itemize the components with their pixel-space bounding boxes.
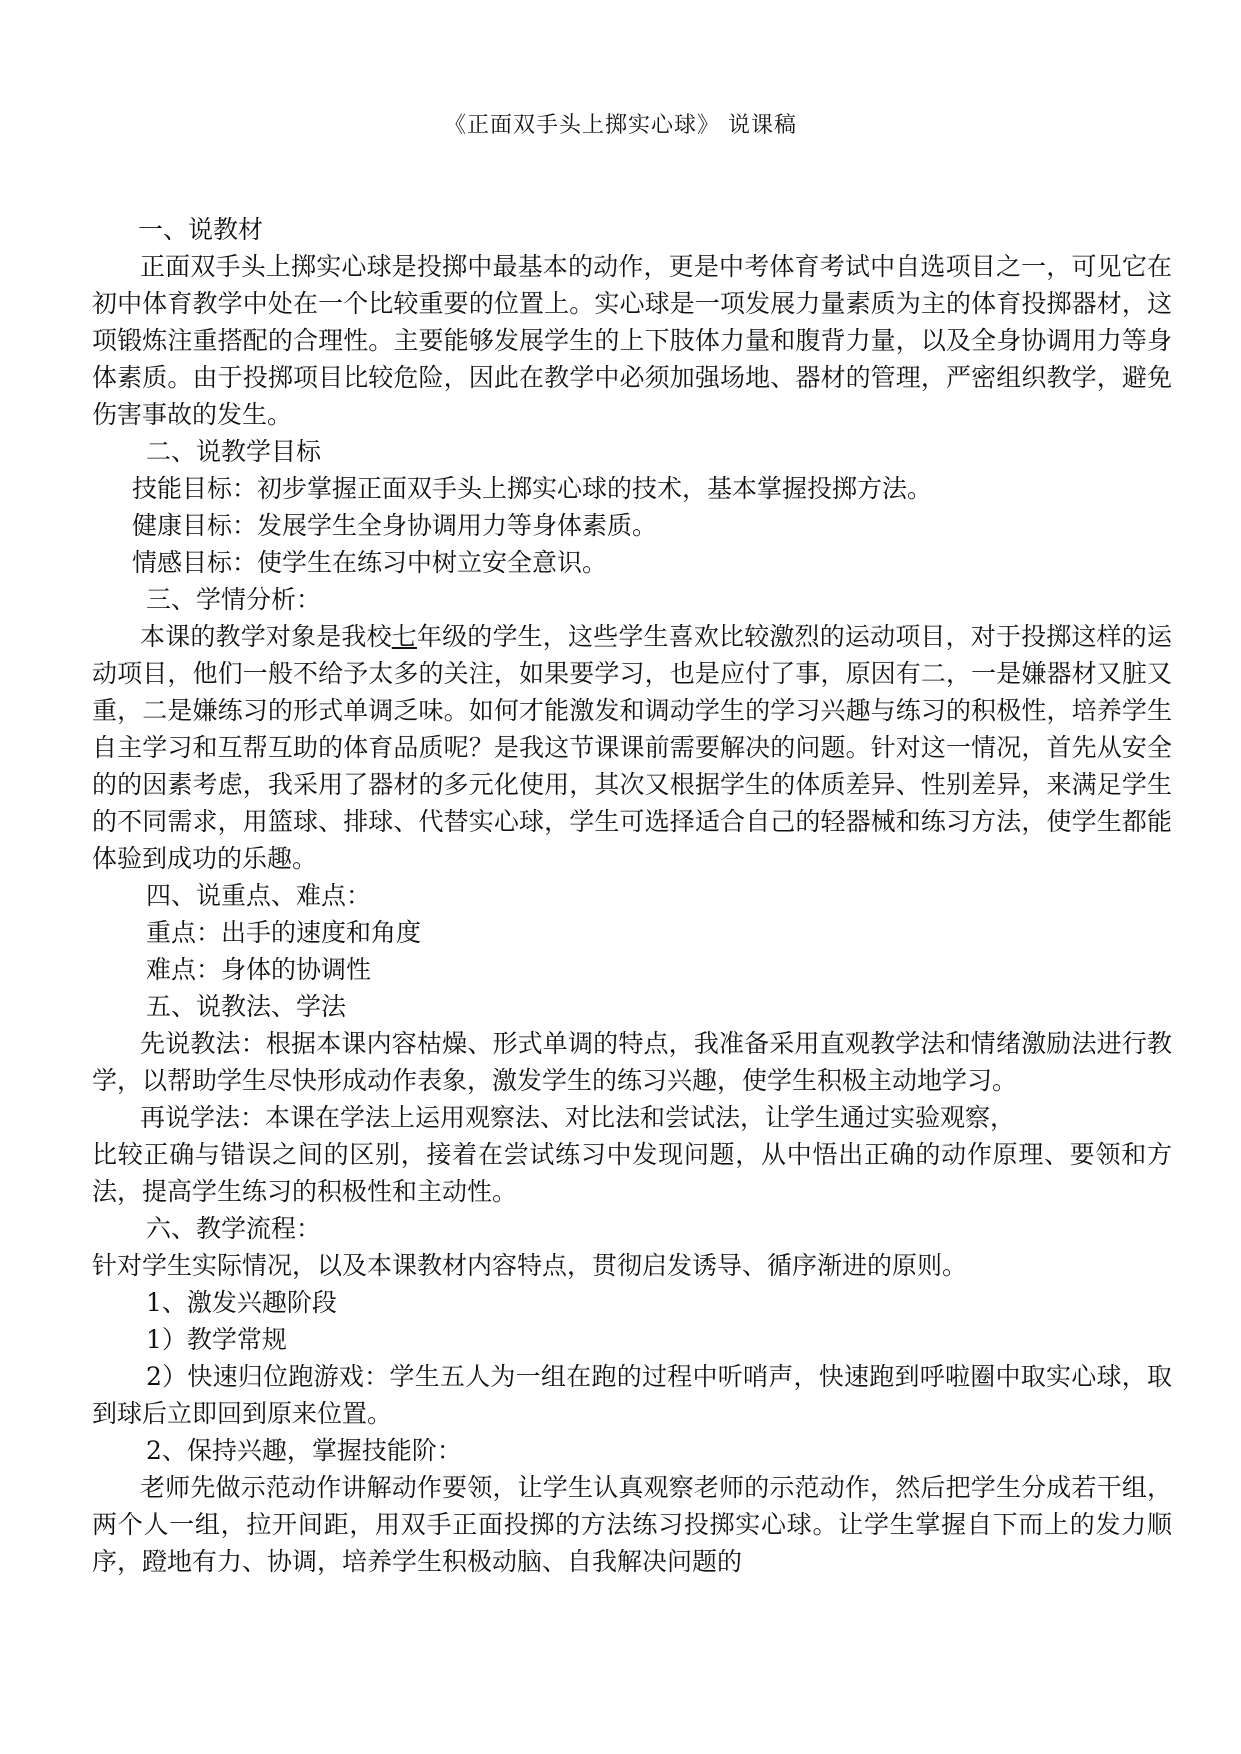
stage-1-item-1: 1）教学常规 bbox=[146, 1325, 287, 1354]
goal-health: 健康目标：发展学生全身协调用力等身体素质。 bbox=[132, 511, 658, 540]
paragraph-student-analysis bbox=[92, 618, 1172, 877]
section-heading-key-points: 四、说重点、难点： bbox=[146, 881, 372, 910]
section-heading-process: 六、教学流程： bbox=[146, 1214, 322, 1243]
section-heading-student-analysis: 三、学情分析： bbox=[146, 585, 322, 614]
goal-skill: 技能目标：初步掌握正面双手头上掷实心球的技术，基本掌握投掷方法。 bbox=[132, 474, 933, 503]
paragraph-teaching-method: 先说教法：根据本课内容枯燥、形式单调的特点，我准备采用直观教学法和情绪激励法进行教学，以帮助学生尽快形成动作表象，激发学生的练习兴趣，使学生积极主动地学习。 bbox=[92, 1029, 1172, 1095]
difficult-point: 难点：身体的协调性 bbox=[146, 955, 372, 984]
goal-emotion: 情感目标：使学生在练习中树立安全意识。 bbox=[132, 548, 608, 577]
paragraph-teaching-material: 正面双手头上掷实心球是投掷中最基本的动作，更是中考体育考试中自选项目之一，可见它在初中体育教学中处在一个比较重要的位置上。实心球是一项发展力量素质为主的体育投掷器材，这项锻炼注重搭配的合理性。主要能够发展学生的上下肢体力量和腹背力量，以及全身协调用力等身体素质。由于投掷项目比较危险，因此在教学中必须加强场地、器材的管理，严密组织教学，避免伤害事故的发生。 bbox=[92, 252, 1172, 429]
stage-1-heading: 1、激发兴趣阶段 bbox=[146, 1288, 337, 1317]
section-heading-methods: 五、说教法、学法 bbox=[146, 992, 347, 1021]
document-body bbox=[92, 211, 1172, 1580]
student-analysis-text-a: 本课的教学对象是我校 bbox=[140, 622, 392, 651]
section-heading-teaching-material: 一、说教材 bbox=[138, 215, 264, 244]
grade-underlined: 七 bbox=[391, 622, 417, 651]
key-point: 重点：出手的速度和角度 bbox=[146, 918, 422, 947]
stage-2-paragraph: 老师先做示范动作讲解动作要领，让学生认真观察老师的示范动作，然后把学生分成若干组，两个人一组，拉开间距，用双手正面投掷的方法练习投掷实心球。让学生掌握自下而上的发力顺序，蹬地有力、协调，培养学生积极动脑、自我解决问题的 bbox=[92, 1473, 1172, 1576]
document-title: 《正面双手头上掷实心球》 说课稿 bbox=[444, 113, 797, 138]
section-heading-teaching-goals: 二、说教学目标 bbox=[146, 437, 322, 466]
stage-1-item-2: 2）快速归位跑游戏：学生五人为一组在跑的过程中听哨声，快速跑到呼啦圈中取实心球，取到球后立即回到原来位置。 bbox=[92, 1362, 1172, 1428]
paragraph-process-intro: 针对学生实际情况，以及本课教材内容特点，贯彻启发诱导、循序渐进的原则。 bbox=[92, 1251, 968, 1280]
student-analysis-text-b: 年级的学生，这些学生喜欢比较激烈的运动项目，对于投掷这样的运动项目，他们一般不给予太多的关注，如果要学习，也是应付了事，原因有二，一是嫌器材又脏又重，二是嫌练习的形式单调乏味。如何才能激发和调动学生的学习兴趣与练习的积极性，培养学生自主学习和互帮互助的体育品质呢？是我这节课课前需要解决的问题。针对这一情况，首先从安全的的因素考虑，我采用了器材的多元化使用，其次又根据学生的体质差异、性别差异，来满足学生的不同需求，用篮球、排球、代替实心球，学生可选择适合自己的轻器械和练习方法，使学生都能体验到成功的乐趣。 bbox=[92, 622, 1172, 873]
paragraph-learning-method-line2: 比较正确与错误之间的区别，接着在尝试练习中发现问题，从中悟出正确的动作原理、要领和方法，提高学生练习的积极性和主动性。 bbox=[92, 1140, 1172, 1206]
stage-2-heading: 2、保持兴趣，掌握技能阶： bbox=[146, 1436, 462, 1465]
paragraph-learning-method-line1: 再说学法：本课在学法上运用观察法、对比法和尝试法，让学生通过实验观察， bbox=[140, 1103, 1016, 1132]
